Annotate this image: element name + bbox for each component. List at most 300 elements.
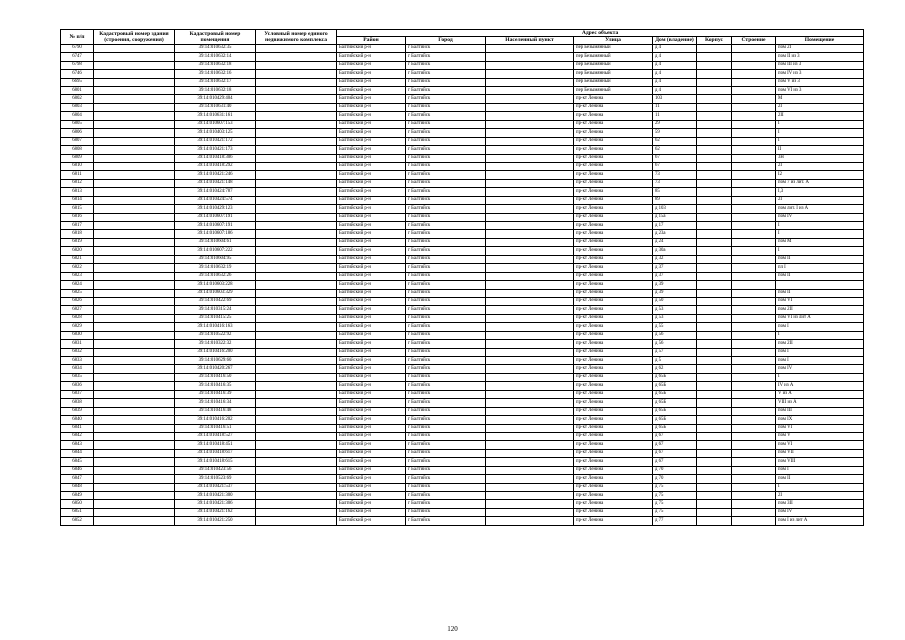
room-cadastral-cell: 39:14:010632:26 [175,272,256,280]
building-cadastral-cell [94,365,175,373]
district-cell: Балтийский р-н [337,95,406,103]
district-cell: Балтийский р-н [337,348,406,356]
premises-cell: I [776,373,864,381]
city-cell: г Балтийск [406,492,486,500]
city-cell: г Балтийск [406,323,486,331]
district-cell: Балтийский р-н [337,297,406,305]
header-number: № п/п [61,30,94,45]
premises-cell: пом I [776,323,864,331]
house-cell: д 70 [653,475,697,483]
conditional-number-cell [256,289,337,297]
corpus-cell [697,162,732,170]
city-cell: г Балтийск [406,407,486,415]
row-number: 6847 [61,475,94,483]
house-cell: д 4 [653,70,697,78]
row-number: 6822 [61,264,94,272]
house-cell: 89 [653,196,697,204]
city-cell: г Балтийск [406,424,486,432]
premises-cell: пом 3II [776,500,864,508]
corpus-cell [697,137,732,145]
conditional-number-cell [256,340,337,348]
city-cell: г Балтийск [406,95,486,103]
building-structure-cell [732,357,776,365]
building-structure-cell [732,95,776,103]
table-row [61,213,864,221]
building-structure-cell [732,78,776,86]
street-cell: пр-кт Ленина [574,306,653,314]
house-cell: д 4 [653,61,697,69]
table-row [61,112,864,120]
premises-cell: 3Н [776,154,864,162]
street-cell: пр-кт Ленина [574,188,653,196]
table-row [61,331,864,339]
room-cadastral-cell: 39:14:010421:246 [175,171,256,179]
house-cell: д 75 [653,508,697,516]
row-number: 6806 [61,129,94,137]
table-row [61,146,864,154]
district-cell: Балтийский р-н [337,475,406,483]
row-number: 6803 [61,103,94,111]
corpus-cell [697,390,732,398]
street-cell: пр-кт Ленина [574,222,653,230]
settlement-cell [486,390,574,398]
room-cadastral-cell: 39:14:010423:56 [175,466,256,474]
building-cadastral-cell [94,331,175,339]
premises-cell: пом VI [776,441,864,449]
house-cell: д 65Б [653,390,697,398]
settlement-cell [486,483,574,491]
row-number: 6837 [61,390,94,398]
city-cell: г Балтийск [406,357,486,365]
premises-cell: пом VI [776,297,864,305]
row-number: 6849 [61,492,94,500]
room-cadastral-cell: 39:14:010607:222 [175,247,256,255]
district-cell: Балтийский р-н [337,399,406,407]
row-number: 6843 [61,441,94,449]
corpus-cell [697,247,732,255]
district-cell: Балтийский р-н [337,205,406,213]
building-structure-cell [732,432,776,440]
district-cell: Балтийский р-н [337,53,406,61]
corpus-cell [697,61,732,69]
district-cell: Балтийский р-н [337,146,406,154]
row-number: 6828 [61,314,94,322]
street-cell: пр-кт Ленина [574,247,653,255]
building-cadastral-cell [94,399,175,407]
row-number: 6807 [61,137,94,145]
settlement-cell [486,146,574,154]
city-cell: г Балтийск [406,196,486,204]
row-number: 6821 [61,255,94,263]
settlement-cell [486,222,574,230]
street-cell: пр-кт Ленина [574,129,653,137]
district-cell: Балтийский р-н [337,78,406,86]
district-cell: Балтийский р-н [337,500,406,508]
settlement-cell [486,492,574,500]
corpus-cell [697,87,732,95]
street-cell: пр-кт Ленина [574,112,653,120]
district-cell: Балтийский р-н [337,238,406,246]
settlement-cell [486,331,574,339]
room-cadastral-cell: 39:14:010416:34 [175,399,256,407]
district-cell: Балтийский р-н [337,272,406,280]
district-cell: Балтийский р-н [337,112,406,120]
city-cell: г Балтийск [406,508,486,516]
city-cell: г Балтийск [406,441,486,449]
conditional-number-cell [256,255,337,263]
header-room-cadastral: Кадастровый номер помещения [175,30,256,45]
building-structure-cell [732,238,776,246]
building-structure-cell [732,323,776,331]
building-structure-cell [732,196,776,204]
header-address-group: Адрес объекта [337,30,864,37]
house-cell: д 65Б [653,407,697,415]
building-cadastral-cell [94,466,175,474]
premises-cell: I [776,137,864,145]
building-structure-cell [732,171,776,179]
corpus-cell [697,264,732,272]
table-row [61,162,864,170]
corpus-cell [697,146,732,154]
building-cadastral-cell [94,297,175,305]
building-cadastral-cell [94,390,175,398]
table-row [61,365,864,373]
row-number: 6846 [61,466,94,474]
corpus-cell [697,365,732,373]
settlement-cell [486,281,574,289]
city-cell: г Балтийск [406,222,486,230]
city-cell: г Балтийск [406,137,486,145]
room-cadastral-cell: 39:14:010632:14 [175,53,256,61]
corpus-cell [697,222,732,230]
settlement-cell [486,348,574,356]
building-structure-cell [732,247,776,255]
building-cadastral-cell [94,222,175,230]
building-structure-cell [732,146,776,154]
row-number: 6852 [61,517,94,525]
building-structure-cell [732,306,776,314]
street-cell: пр-кт Ленина [574,348,653,356]
street-cell: пр-кт Ленина [574,323,653,331]
corpus-cell [697,458,732,466]
settlement-cell [486,441,574,449]
building-structure-cell [732,399,776,407]
street-cell: пр-кт Ленина [574,492,653,500]
district-cell: Балтийский р-н [337,247,406,255]
street-cell: пр-кт Ленина [574,137,653,145]
building-structure-cell [732,289,776,297]
city-cell: г Балтийск [406,129,486,137]
house-cell: д 62 [653,365,697,373]
table-row [61,87,864,95]
settlement-cell [486,264,574,272]
room-cadastral-cell: 39:14:010632:17 [175,78,256,86]
conditional-number-cell [256,432,337,440]
header-house: Дом (владение) [653,37,697,44]
corpus-cell [697,196,732,204]
settlement-cell [486,61,574,69]
registry-table [60,29,864,526]
conditional-number-cell [256,441,337,449]
premises-cell: I [776,331,864,339]
corpus-cell [697,475,732,483]
table-row [61,53,864,61]
premises-cell: I [776,483,864,491]
settlement-cell [486,103,574,111]
conditional-number-cell [256,70,337,78]
conditional-number-cell [256,492,337,500]
row-number: 6829 [61,323,94,331]
premises-cell: VIII из А [776,399,864,407]
settlement-cell [486,500,574,508]
row-number: 6831 [61,340,94,348]
table-row [61,264,864,272]
conditional-number-cell [256,382,337,390]
city-cell: г Балтийск [406,483,486,491]
table-row [61,103,864,111]
settlement-cell [486,458,574,466]
conditional-number-cell [256,103,337,111]
house-cell: д 65Б [653,382,697,390]
street-cell: пр-кт Ленина [574,238,653,246]
building-cadastral-cell [94,120,175,128]
house-cell: д 53 [653,314,697,322]
corpus-cell [697,272,732,280]
city-cell: г Балтийск [406,171,486,179]
house-cell: д 65Б [653,373,697,381]
city-cell: г Балтийск [406,331,486,339]
corpus-cell [697,508,732,516]
building-cadastral-cell [94,281,175,289]
conditional-number-cell [256,323,337,331]
premises-cell: I,3 [776,188,864,196]
house-cell: д 67 [653,432,697,440]
row-number: 6808 [61,146,94,154]
building-cadastral-cell [94,357,175,365]
settlement-cell [486,171,574,179]
conditional-number-cell [256,314,337,322]
house-cell: д 65Б [653,399,697,407]
table-row [61,492,864,500]
settlement-cell [486,162,574,170]
premises-cell: пом II [776,272,864,280]
conditional-number-cell [256,297,337,305]
house-cell: 67 [653,162,697,170]
room-cadastral-cell: 39:14:010603:228 [175,281,256,289]
building-structure-cell [732,340,776,348]
house-cell: д 50 [653,297,697,305]
street-cell: пр-кт Ленина [574,407,653,415]
room-cadastral-cell: 39:14:010632:18 [175,87,256,95]
district-cell: Балтийский р-н [337,196,406,204]
room-cadastral-cell: 39:14:010416:35 [175,382,256,390]
conditional-number-cell [256,230,337,238]
conditional-number-cell [256,154,337,162]
room-cadastral-cell: 39:14:010429:123 [175,205,256,213]
room-cadastral-cell: 39:14:010421:250 [175,517,256,525]
building-cadastral-cell [94,492,175,500]
settlement-cell [486,70,574,78]
table-row [61,390,864,398]
conditional-number-cell [256,61,337,69]
premises-cell: пом III [776,407,864,415]
conditional-number-cell [256,517,337,525]
row-number: 6814 [61,196,94,204]
premises-cell: пом IV из 3 [776,70,864,78]
conditional-number-cell [256,196,337,204]
street-cell: пр-кт Ленина [574,171,653,179]
house-cell: д 56 [653,340,697,348]
street-cell: пр-кт Ленина [574,297,653,305]
conditional-number-cell [256,424,337,432]
table-row [61,255,864,263]
conditional-number-cell [256,95,337,103]
building-cadastral-cell [94,314,175,322]
building-cadastral-cell [94,230,175,238]
header-premises: Помещение [776,37,864,44]
city-cell: г Балтийск [406,281,486,289]
conditional-number-cell [256,449,337,457]
street-cell: пр-кт Ленина [574,213,653,221]
house-cell: д 56 [653,331,697,339]
table-row [61,179,864,187]
premises-cell: 2II [776,112,864,120]
building-cadastral-cell [94,53,175,61]
premises-cell: пом VII [776,449,864,457]
street-cell: пр-кт Ленина [574,331,653,339]
house-cell: д 103 [653,205,697,213]
building-structure-cell [732,162,776,170]
table-row [61,449,864,457]
premises-cell: пом IV [776,213,864,221]
premises-cell: пом IV [776,508,864,516]
building-structure-cell [732,449,776,457]
room-cadastral-cell: 39:14:010632:16 [175,70,256,78]
street-cell: пр-кт Ленина [574,230,653,238]
premises-cell: пом лит. I из А [776,205,864,213]
table-row [61,188,864,196]
premises-cell: пом 7 из лит. А [776,179,864,187]
corpus-cell [697,340,732,348]
street-cell: пр-кт Ленина [574,424,653,432]
street-cell: пр-кт Ленина [574,103,653,111]
corpus-cell [697,154,732,162]
street-cell: пр-кт Ленина [574,483,653,491]
city-cell: г Балтийск [406,306,486,314]
conditional-number-cell [256,348,337,356]
building-cadastral-cell [94,44,175,52]
city-cell: г Балтийск [406,399,486,407]
room-cadastral-cell: 39:14:010421:173 [175,146,256,154]
table-row [61,281,864,289]
header-street: Улица [574,37,653,44]
city-cell: г Балтийск [406,247,486,255]
room-cadastral-cell: 39:14:010416:50 [175,373,256,381]
city-cell: г Балтийск [406,154,486,162]
table-row [61,373,864,381]
street-cell: пр-кт Ленина [574,365,653,373]
district-cell: Балтийский р-н [337,213,406,221]
table-row [61,314,864,322]
city-cell: г Балтийск [406,230,486,238]
building-structure-cell [732,365,776,373]
district-cell: Балтийский р-н [337,424,406,432]
city-cell: г Балтийск [406,500,486,508]
header-city: Город [406,37,486,44]
settlement-cell [486,382,574,390]
building-cadastral-cell [94,154,175,162]
table-row [61,500,864,508]
corpus-cell [697,188,732,196]
room-cadastral-cell: 39:14:010416:39 [175,390,256,398]
district-cell: Балтийский р-н [337,171,406,179]
room-cadastral-cell: 39:14:010418:615 [175,458,256,466]
settlement-cell [486,340,574,348]
room-cadastral-cell: 39:14:010421:537 [175,483,256,491]
table-row [61,247,864,255]
header-corpus: Корпус [697,37,732,44]
building-cadastral-cell [94,449,175,457]
building-cadastral-cell [94,179,175,187]
building-structure-cell [732,348,776,356]
conditional-number-cell [256,399,337,407]
conditional-number-cell [256,238,337,246]
building-structure-cell [732,508,776,516]
district-cell: Балтийский р-н [337,255,406,263]
settlement-cell [486,78,574,86]
room-cadastral-cell: 39:14:010418:292 [175,162,256,170]
house-cell: 67 [653,154,697,162]
settlement-cell [486,365,574,373]
building-structure-cell [732,154,776,162]
header-district: Район [337,37,406,44]
corpus-cell [697,44,732,52]
house-cell: д 53 [653,306,697,314]
district-cell: Балтийский р-н [337,230,406,238]
row-number: 6812 [61,179,94,187]
table-row [61,297,864,305]
room-cadastral-cell: 39:14:010632:35 [175,44,256,52]
building-structure-cell [732,458,776,466]
district-cell: Балтийский р-н [337,289,406,297]
district-cell: Балтийский р-н [337,365,406,373]
building-structure-cell [732,255,776,263]
house-cell: д 17 [653,222,697,230]
row-number: 6815 [61,205,94,213]
street-cell: пр-кт Ленина [574,205,653,213]
premises-cell: пом VI из 3 [776,87,864,95]
street-cell: пр-кт Ленина [574,154,653,162]
street-cell: пер Безымянный [574,61,653,69]
street-cell: пр-кт Ленина [574,146,653,154]
conditional-number-cell [256,407,337,415]
corpus-cell [697,357,732,365]
house-cell: д 5 [653,357,697,365]
house-cell: 62 [653,137,697,145]
house-cell: д 37 [653,272,697,280]
room-cadastral-cell: 39:14:010416:48 [175,407,256,415]
house-cell: 85 [653,188,697,196]
city-cell: г Балтийск [406,179,486,187]
table-row [61,432,864,440]
room-cadastral-cell: 39:14:010424:574 [175,196,256,204]
house-cell: д 75 [653,483,697,491]
conditional-number-cell [256,365,337,373]
table-row [61,196,864,204]
city-cell: г Балтийск [406,53,486,61]
settlement-cell [486,230,574,238]
house-cell: д 23а [653,230,697,238]
